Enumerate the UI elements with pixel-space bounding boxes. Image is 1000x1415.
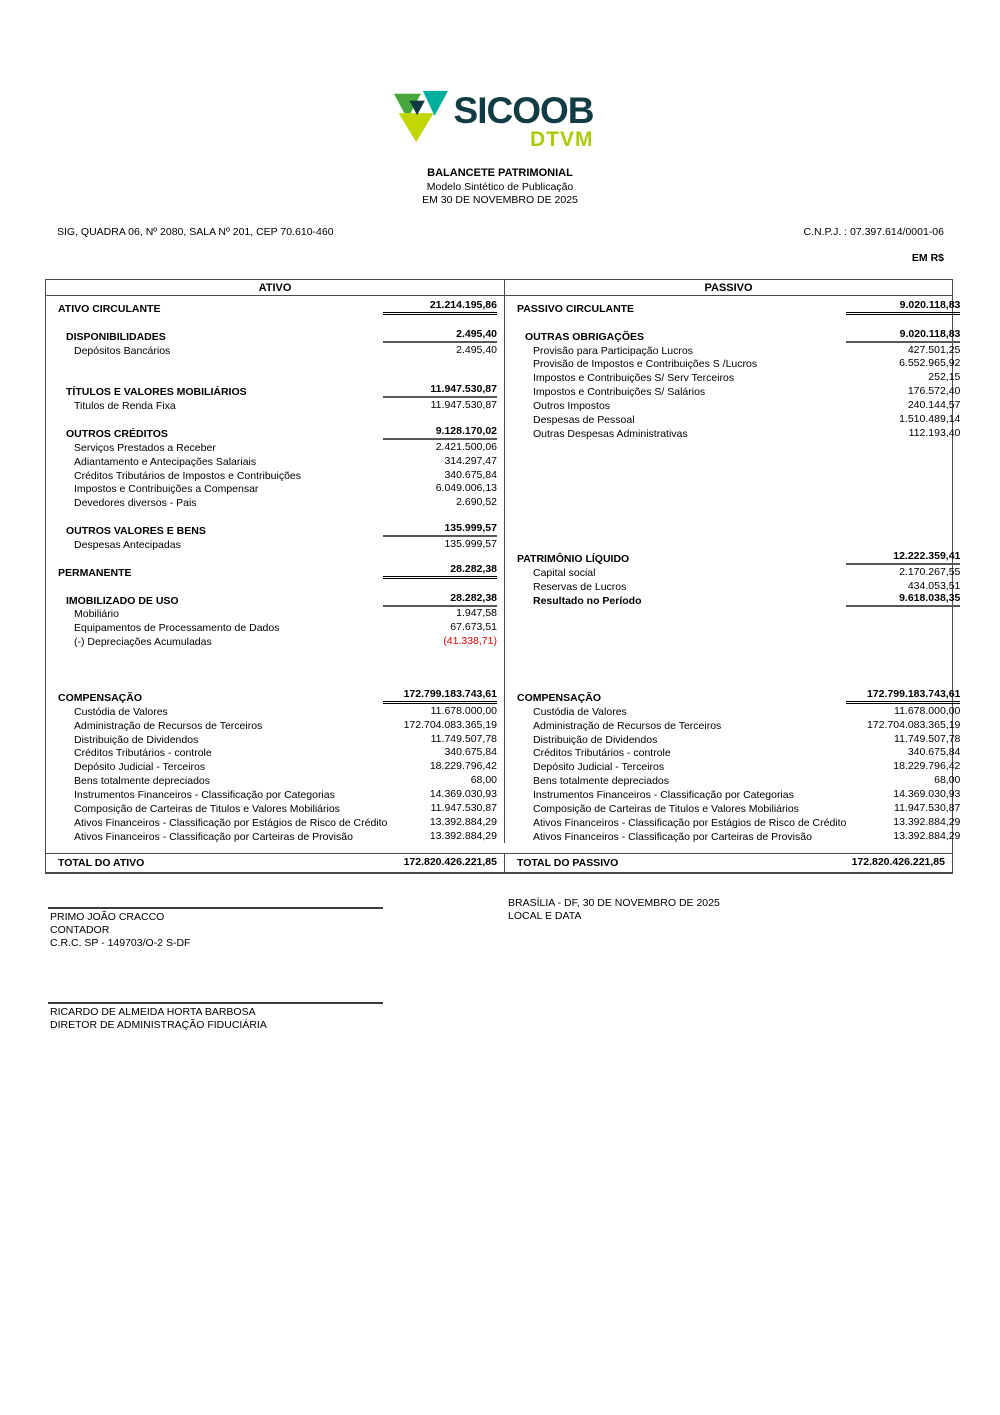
balance-row	[46, 773, 504, 787]
signature-line-1	[48, 907, 383, 909]
row-value: 1.510.489,14	[899, 413, 961, 426]
row-label: Outros Impostos	[533, 400, 611, 413]
blank-row	[505, 620, 967, 634]
row-label: Mobiliário	[74, 608, 119, 621]
row-value: 314.297,47	[444, 454, 497, 467]
row-label: Distribuição de Dividendos	[533, 733, 658, 746]
row-label: DISPONIBILIDADES	[66, 330, 166, 343]
row-label: Titulos de Renda Fixa	[74, 400, 176, 413]
row-value: 172.799.183.743,61	[383, 688, 497, 704]
balance-row	[505, 357, 967, 371]
balance-row	[46, 426, 504, 440]
balance-row	[46, 732, 504, 746]
row-value: 2.170.267,55	[899, 565, 961, 578]
balance-row	[46, 746, 504, 760]
blank-row	[505, 495, 967, 509]
row-label: COMPENSAÇÃO	[517, 691, 602, 704]
balance-row	[46, 440, 504, 454]
row-label: Administração de Recursos de Terceiros	[533, 719, 722, 732]
blank-row	[46, 648, 504, 662]
row-value: 9.020.118,83	[846, 299, 960, 315]
balance-row	[46, 593, 504, 607]
balance-row	[46, 329, 504, 343]
signature-line-2	[48, 1002, 383, 1004]
signer1-name: PRIMO JOÃO CRACCO	[50, 911, 165, 923]
balance-row	[46, 454, 504, 468]
balance-row	[46, 607, 504, 621]
row-label: OUTROS CRÉDITOS	[66, 427, 168, 440]
row-value: 172.704.083.365,19	[866, 718, 961, 731]
total-ativo-label: TOTAL DO ATIVO	[58, 856, 145, 869]
row-value: 68,00	[470, 774, 497, 787]
row-value: 172.799.183.743,61	[846, 688, 960, 704]
balance-row	[46, 384, 504, 398]
balance-row	[505, 426, 967, 440]
total-ativo-value: 172.820.426.221,85	[403, 856, 497, 869]
row-value: 9.618.038,35	[846, 592, 960, 607]
row-label: OUTROS VALORES E BENS	[66, 525, 206, 538]
row-label: Composição de Carteiras de Titulos e Valores Mobiliários	[74, 802, 340, 815]
balance-row	[46, 298, 504, 315]
balance-row	[505, 815, 967, 829]
ativo-rows	[46, 296, 505, 843]
row-value: 135.999,57	[444, 538, 497, 551]
row-label: Bens totalmente depreciados	[74, 775, 211, 788]
row-label: Reservas de Lucros	[533, 580, 627, 593]
currency-label: EM R$	[911, 252, 944, 264]
table-body	[46, 296, 961, 843]
blank-row	[505, 454, 967, 468]
row-value: 427.501,25	[907, 343, 961, 356]
row-label: TÍTULOS E VALORES MOBILIÁRIOS	[66, 386, 247, 399]
row-value: 6.552.965,92	[899, 357, 961, 370]
row-value: 11.947.530,87	[430, 399, 497, 412]
row-label: Instrumentos Financeiros - Classificação por Categorias	[533, 789, 794, 802]
company-cnpj: C.N.P.J. : 07.397.614/0001-06	[803, 226, 944, 238]
row-label: Serviços Prestados a Receber	[74, 441, 216, 454]
balance-row	[46, 468, 504, 482]
row-label: Instrumentos Financeiros - Classificação por Categorias	[74, 789, 335, 802]
blank-row	[505, 634, 967, 648]
balance-row	[46, 815, 504, 829]
row-label: Ativos Financeiros - Classificação por Carteiras de Provisão	[533, 830, 812, 843]
row-value: 172.704.083.365,19	[403, 718, 497, 731]
balance-sheet-table	[45, 279, 961, 874]
document-subtitle: Modelo Sintético de Publicação	[426, 180, 574, 193]
row-label: Depósito Judicial - Terceiros	[533, 761, 665, 774]
balance-row	[505, 593, 967, 607]
balance-row	[505, 801, 967, 815]
row-label: Créditos Tributários - controle	[533, 747, 671, 760]
row-value: 6.049.006,13	[435, 482, 497, 495]
row-value: 340.675,84	[907, 746, 961, 759]
logo-triangle-teal	[422, 91, 447, 116]
row-value: 13.392.884,29	[893, 829, 961, 842]
row-label: Resultado no Período	[533, 594, 642, 607]
row-value: 340.675,84	[444, 746, 497, 759]
row-value: 11.749.507,78	[894, 732, 961, 745]
row-label: Outras Despesas Administrativas	[533, 427, 688, 440]
row-value: 11.947.530,87	[430, 801, 497, 814]
row-label: Custódia de Valores	[74, 705, 168, 718]
row-label: Composição de Carteiras de Titulos e Valores Mobiliários	[533, 802, 799, 815]
signer2-block	[50, 1006, 267, 1032]
balance-row	[46, 398, 504, 412]
document-title: BALANCETE PATRIMONIAL	[427, 167, 573, 179]
signer1-registration: C.R.C. SP - 149703/O-2 S-DF	[50, 937, 191, 950]
balance-row	[505, 398, 967, 412]
row-label: IMOBILIZADO DE USO	[66, 594, 179, 607]
row-value: 28.282,38	[383, 592, 497, 607]
total-passivo-label: TOTAL DO PASSIVO	[517, 856, 619, 869]
row-value: 13.392.884,29	[429, 815, 497, 828]
row-label: Créditos Tributários de Impostos e Contribuições	[74, 469, 302, 482]
balance-row	[505, 773, 967, 787]
row-value: 21.214.195,86	[383, 299, 497, 315]
sicoob-logo-icon	[391, 88, 449, 146]
row-value: 135.999,57	[383, 522, 497, 537]
row-value: (41.338,71)	[443, 635, 497, 648]
row-label: Impostos e Contribuições S/ Salários	[533, 386, 706, 399]
logo-triangle-lime	[398, 113, 433, 142]
balance-row	[505, 343, 967, 357]
blank-row	[505, 440, 967, 454]
balance-row	[505, 384, 967, 398]
row-label: Despesas Antecipadas	[74, 539, 181, 552]
row-label: Bens totalmente depreciados	[533, 775, 670, 788]
title-block	[0, 167, 1000, 208]
row-value: 1.947,58	[456, 607, 497, 620]
row-label: Capital social	[533, 566, 596, 579]
balance-row	[505, 759, 967, 773]
row-label: Adiantamento e Antecipações Salariais	[74, 455, 257, 468]
balance-row	[46, 523, 504, 537]
blank-row	[505, 607, 967, 621]
row-value: 11.678.000,00	[430, 704, 497, 717]
row-label: PASSIVO CIRCULANTE	[517, 302, 635, 315]
balance-row	[46, 704, 504, 718]
row-label: Impostos e Contribuições S/ Serv Terceiros	[533, 372, 735, 385]
logo	[0, 88, 1000, 151]
row-value: 18.229.796,42	[429, 760, 497, 773]
balance-row	[505, 298, 967, 315]
row-label: Ativos Financeiros - Classificação por Estágios de Risco de Crédito	[533, 816, 847, 829]
row-label: Provisão para Participação Lucros	[533, 344, 693, 357]
row-value: 240.144,57	[907, 399, 961, 412]
row-label: Despesas de Pessoal	[533, 414, 635, 427]
balance-row	[46, 562, 504, 579]
row-label: Administração de Recursos de Terceiros	[74, 719, 263, 732]
balance-row	[505, 718, 967, 732]
balance-row	[46, 787, 504, 801]
row-value: 12.222.359,41	[846, 550, 960, 565]
row-value: 176.572,40	[907, 385, 961, 398]
row-value: 252,15	[928, 371, 961, 384]
balance-row	[46, 620, 504, 634]
ativo-header: ATIVO	[46, 280, 505, 295]
balance-row	[46, 495, 504, 509]
row-value: 68,00	[934, 774, 961, 787]
row-label: Depósito Judicial - Terceiros	[74, 761, 206, 774]
blank-row	[505, 509, 967, 523]
row-label: PERMANENTE	[58, 566, 132, 579]
table-header	[46, 280, 952, 296]
total-passivo	[505, 854, 952, 872]
row-value: 67.673,51	[450, 621, 497, 634]
row-label: PATRIMÔNIO LÍQUIDO	[517, 552, 630, 565]
balance-row	[505, 565, 967, 579]
total-ativo	[46, 854, 505, 872]
signer2-role: DIRETOR DE ADMINISTRAÇÃO FIDUCIÁRIA	[50, 1019, 267, 1032]
balance-row	[505, 551, 967, 565]
blank-row	[46, 662, 504, 676]
row-label: Custódia de Valores	[533, 705, 627, 718]
blank-row	[46, 357, 504, 371]
passivo-rows	[505, 296, 967, 843]
row-label: (-) Depreciações Acumuladas	[74, 636, 212, 649]
balance-row	[46, 759, 504, 773]
row-value: 13.392.884,29	[893, 815, 961, 828]
balance-row	[46, 343, 504, 357]
row-value: 112.193,40	[908, 426, 961, 439]
signer1-role: CONTADOR	[50, 924, 110, 937]
balance-row	[46, 829, 504, 843]
row-label: Ativos Financeiros - Classificação por Estágios de Risco de Crédito	[74, 816, 388, 829]
balance-row	[505, 829, 967, 843]
row-label: Devedores diversos - Pais	[74, 497, 197, 510]
row-value: 11.678.000,00	[894, 704, 961, 717]
place-date-block	[508, 897, 720, 923]
blank-row	[505, 482, 967, 496]
balance-row	[46, 482, 504, 496]
total-passivo-value: 172.820.426.221,85	[851, 856, 945, 869]
blank-row	[505, 662, 967, 676]
balance-row	[46, 537, 504, 551]
row-value: 11.947.530,87	[894, 801, 961, 814]
row-value: 340.675,84	[444, 468, 497, 481]
row-label: Distribuição de Dividendos	[74, 733, 199, 746]
row-label: Créditos Tributários - controle	[74, 747, 212, 760]
place-date-label: LOCAL E DATA	[508, 910, 582, 923]
row-value: 2.495,40	[456, 343, 497, 356]
passivo-header: PASSIVO	[704, 281, 753, 294]
row-label: Equipamentos de Processamento de Dados	[74, 622, 280, 635]
row-value: 434.053,51	[907, 579, 961, 592]
blank-row	[505, 523, 967, 537]
row-value: 28.282,38	[383, 563, 497, 579]
row-value: 18.229.796,42	[893, 760, 961, 773]
row-value: 2.421.500,06	[435, 440, 497, 453]
balance-row	[505, 687, 967, 704]
blank-row	[505, 468, 967, 482]
row-value: 13.392.884,29	[429, 829, 497, 842]
row-value: 11.947.530,87	[383, 383, 497, 398]
row-value: 9.128.170,02	[383, 425, 497, 440]
row-value: 14.369.030,93	[429, 788, 497, 801]
balance-row	[46, 634, 504, 648]
brand-subname: DTVM	[529, 128, 594, 151]
row-label: Provisão de Impostos e Contribuições S /Lucros	[533, 358, 758, 371]
balance-row	[505, 370, 967, 384]
row-label: Depósitos Bancários	[74, 344, 171, 357]
brand-name: SICOOB	[453, 90, 594, 131]
totals-row	[46, 853, 952, 872]
row-value: 14.369.030,93	[893, 788, 961, 801]
blank-row	[505, 648, 967, 662]
row-value: 2.495,40	[383, 328, 497, 343]
document-date: EM 30 DE NOVEMBRO DE 2025	[422, 194, 578, 206]
balance-row	[505, 746, 967, 760]
balance-row	[505, 787, 967, 801]
row-label: OUTRAS OBRIGAÇÕES	[525, 330, 645, 343]
balance-row	[505, 412, 967, 426]
row-value: 9.020.118,83	[846, 328, 960, 343]
signer1-block	[50, 911, 190, 951]
row-value: 2.690,52	[456, 496, 497, 509]
logo-inner	[391, 88, 594, 151]
logo-wordmark	[453, 90, 594, 151]
row-label: ATIVO CIRCULANTE	[58, 302, 161, 315]
row-value: 11.749.507,78	[430, 732, 497, 745]
balance-row	[46, 718, 504, 732]
balance-row	[46, 801, 504, 815]
row-label: COMPENSAÇÃO	[58, 691, 143, 704]
balance-row	[505, 704, 967, 718]
balance-row	[505, 329, 967, 343]
row-label: Impostos e Contribuições a Compensar	[74, 483, 259, 496]
signer2-name: RICARDO DE ALMEIDA HORTA BARBOSA	[50, 1006, 256, 1018]
balance-row	[46, 687, 504, 704]
place-date: BRASÍLIA - DF, 30 DE NOVEMBRO DE 2025	[508, 897, 720, 909]
row-label: Ativos Financeiros - Classificação por Carteiras de Provisão	[74, 830, 353, 843]
company-address: SIG, QUADRA 06, Nº 2080, SALA Nº 201, CEP 70.610-460	[57, 226, 334, 238]
balance-row	[505, 732, 967, 746]
